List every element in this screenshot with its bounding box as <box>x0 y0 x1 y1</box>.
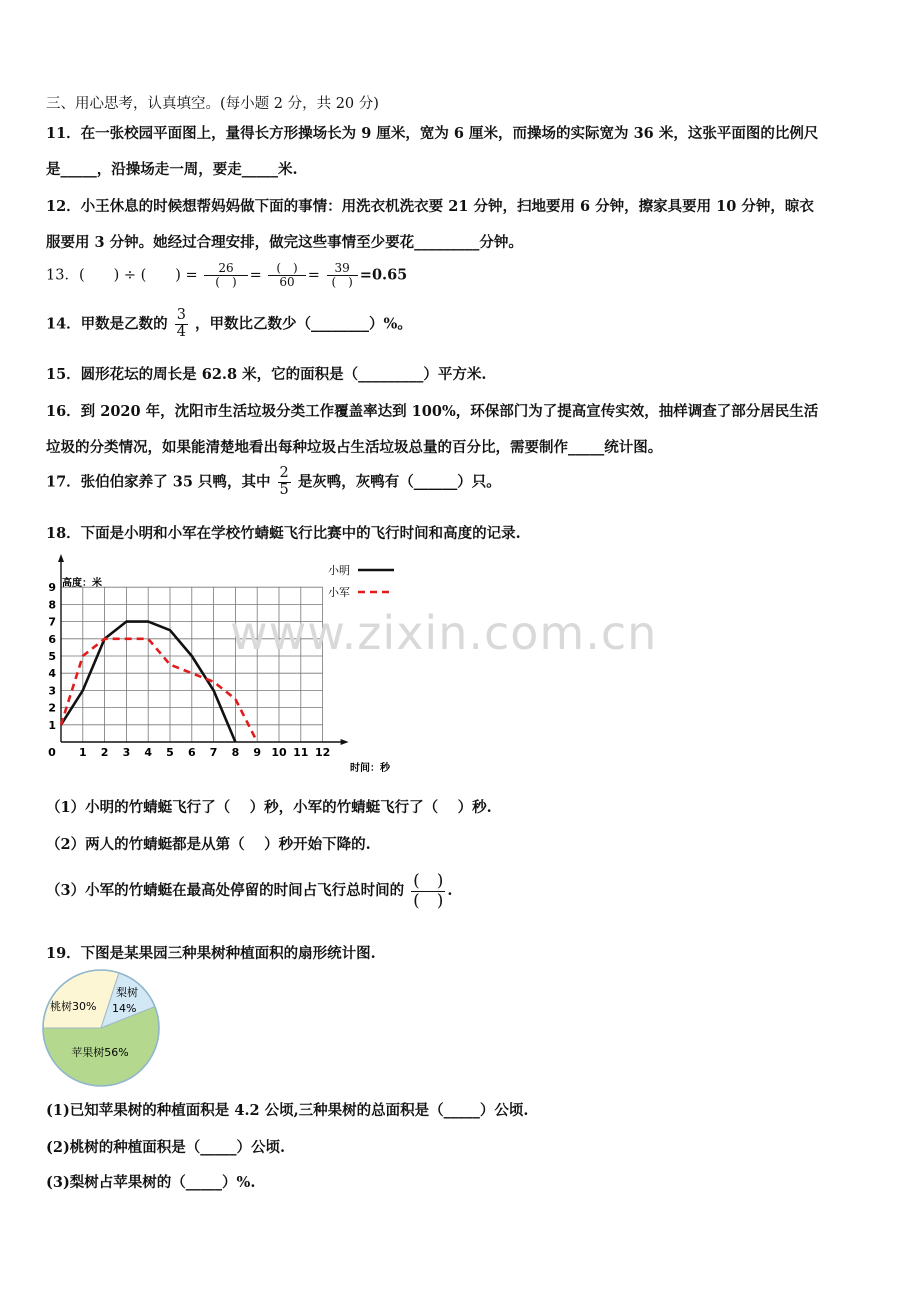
q13-f2-numerator: ( ) <box>268 262 305 276</box>
y-tick-label: 7 <box>48 615 56 629</box>
q16-line2: 垃圾的分类情况，如果能清楚地看出每种垃圾占生活垃圾总量的百分比，需要制作_____统计图。 <box>46 439 663 456</box>
pie-label: 14% <box>112 1002 137 1015</box>
q19-sub2: (2)桃树的种植面积是（_____）公顷. <box>46 1139 286 1156</box>
q17-suffix: 是灰鸭，灰鸭有（______）只。 <box>297 473 501 491</box>
q18-sub3-prefix: （3）小军的竹蜻蜓在最高处停留的时间占飞行总时间的 <box>46 882 405 900</box>
q19-text: 19．下图是某果园三种果树种植面积的扇形统计图. <box>46 945 376 962</box>
q13 <box>46 262 407 289</box>
q18-sub3-suffix: . <box>447 882 453 900</box>
q12-line1: 12．小王休息的时候想帮妈妈做下面的事情：用洗衣机洗衣要 21 分钟，扫地要用 6 分钟，擦家具要用 10 分钟，晾衣 <box>46 198 814 215</box>
q13-f3-denominator: ( ) <box>331 275 353 290</box>
q15: 15．圆形花坛的周长是 62.8 米，它的面积是（_________）平方米. <box>46 366 487 383</box>
pie-label: 桃树30% <box>50 1000 97 1013</box>
chart-legend <box>328 563 394 599</box>
q13-prefix: 13．( ) ÷ ( ) = <box>46 267 198 284</box>
x-tick-label: 5 <box>166 746 174 759</box>
q18-sub3 <box>46 872 452 910</box>
q14-numerator: 3 <box>176 307 186 323</box>
q19-sub1: (1)已知苹果树的种植面积是 4.2 公顷,三种果树的总面积是（_____）公顷. <box>46 1102 529 1119</box>
pie-label: 梨树 <box>116 986 138 999</box>
x-tick-label: 10 <box>271 746 287 759</box>
legend-label: 小军 <box>328 586 350 599</box>
q17 <box>46 466 501 499</box>
flight-line-chart <box>40 548 410 780</box>
y-tick-label: 8 <box>48 598 56 612</box>
x-tick-label: 2 <box>100 746 109 759</box>
y-tick-label: 6 <box>48 632 56 646</box>
chart-xlabel: 时间：秒 <box>350 763 390 774</box>
x-axis-arrow <box>341 739 349 745</box>
legend-label: 小明 <box>328 564 350 577</box>
q13-f1-numerator: 26 <box>204 262 247 276</box>
y-tick-label: 2 <box>48 701 56 715</box>
q14-suffix: ，甲数比乙数少（________）%。 <box>195 315 412 333</box>
q12-line2: 服要用 3 分钟。她经过合理安排，做完这些事情至少要花_________分钟。 <box>46 234 523 251</box>
q18-sub3-fraction <box>411 872 445 910</box>
x-tick-label: 11 <box>293 746 309 759</box>
q13-fraction-2 <box>268 262 305 289</box>
q17-prefix: 17．张伯伯家养了 35 只鸭，其中 <box>46 473 271 491</box>
q18-sub2: （2）两人的竹蜻蜓都是从第（ ）秒开始下降的. <box>46 836 371 853</box>
q14 <box>46 308 412 341</box>
q14-denominator: 4 <box>176 323 186 340</box>
q13-eq1: = <box>249 267 262 284</box>
y-tick-label: 3 <box>48 684 56 698</box>
q13-eq2: = <box>307 267 320 284</box>
x-tick-label: 1 <box>78 746 87 759</box>
q18-sub1: （1）小明的竹蜻蜓飞行了（ ）秒，小军的竹蜻蜓飞行了（ ）秒. <box>46 799 492 816</box>
x-tick-label: 7 <box>209 746 218 759</box>
q11-line1: 11．在一张校园平面图上，量得长方形操场长为 9 厘米，宽为 6 厘米，而操场的实际宽为 36 米，这张平面图的比例尺 <box>46 125 819 142</box>
x-tick-label: 4 <box>144 746 153 759</box>
q13-fraction-3 <box>327 262 358 289</box>
chart-series <box>61 622 257 742</box>
x-tick-label: 6 <box>187 746 196 759</box>
y-tick-label: 1 <box>48 718 56 732</box>
pie-label: 苹果树56% <box>71 1046 129 1059</box>
q17-numerator: 2 <box>279 465 289 481</box>
x-tick-label: 12 <box>314 746 331 759</box>
y-tick-label: 4 <box>48 667 56 681</box>
x-tick-label: 8 <box>231 746 240 759</box>
q18-sub3-numerator: ( ) <box>413 871 444 891</box>
q18-sub3-denominator: ( ) <box>413 890 444 911</box>
q17-fraction <box>278 466 291 499</box>
q19-sub3: (3)梨树占苹果树的（_____）%. <box>46 1174 256 1191</box>
x-tick-label: 0 <box>48 746 56 759</box>
q13-f1-denominator: ( ) <box>215 275 237 290</box>
q18-text: 18．下面是小明和小军在学校竹蜻蜓飞行比赛中的飞行时间和高度的记录. <box>46 525 521 542</box>
q17-denominator: 5 <box>279 481 289 498</box>
q13-f2-denominator: 60 <box>279 275 295 290</box>
q13-suffix: =0.65 <box>359 266 408 284</box>
q13-fraction-1 <box>204 262 247 289</box>
y-tick-label: 5 <box>48 650 56 663</box>
q14-fraction <box>175 308 188 341</box>
chart-ylabel: 高度：米 <box>62 578 102 589</box>
q13-f3-numerator: 39 <box>327 262 358 276</box>
q16-line1: 16．到 2020 年，沈阳市生活垃圾分类工作覆盖率达到 100%，环保部门为了提高宣传实效，抽样调查了部分居民生活 <box>46 403 819 420</box>
x-tick-label: 3 <box>122 746 131 759</box>
fruit-pie-chart <box>40 968 166 1090</box>
watermark: www.zixin.com.cn <box>230 606 658 660</box>
section-header: 三、用心思考，认真填空。(每小题 2 分，共 20 分) <box>46 96 379 112</box>
y-axis-arrow <box>58 554 64 562</box>
q11-line2: 是_____，沿操场走一周，要走_____米. <box>46 161 298 178</box>
y-tick-label: 9 <box>48 581 56 595</box>
q14-prefix: 14．甲数是乙数的 <box>46 315 168 333</box>
x-tick-label: 9 <box>253 746 262 759</box>
